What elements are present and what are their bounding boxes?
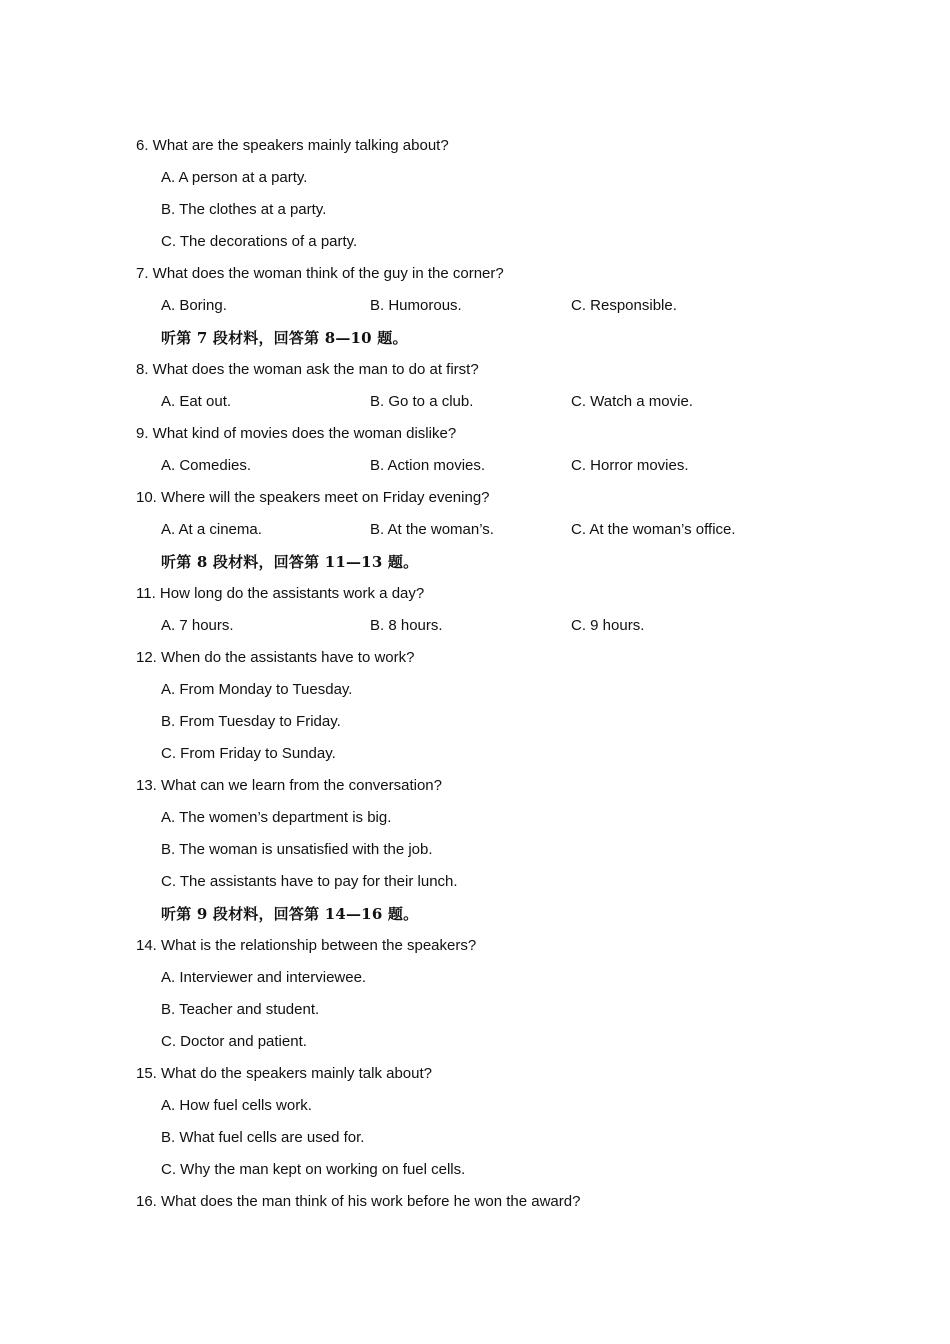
question-11: 11. How long do the assistants work a day?	[136, 585, 425, 602]
question-13-option-a: A. The women’s department is big.	[161, 809, 392, 826]
question-12-option-c: C. From Friday to Sunday.	[161, 745, 336, 762]
section-header-8: 听第 8 段材料，回答第 11—13 题。	[161, 553, 419, 571]
question-14-option-b: B. Teacher and student.	[161, 1001, 320, 1018]
question-7: 7. What does the woman think of the guy in the corner?	[136, 265, 504, 282]
question-13: 13. What can we learn from the conversation?	[136, 777, 442, 794]
question-11-option-b: B. 8 hours.	[370, 617, 443, 634]
question-13-option-b: B. The woman is unsatisfied with the job.	[161, 841, 433, 858]
question-12-option-a: A. From Monday to Tuesday.	[161, 681, 353, 698]
question-7-option-b: B. Humorous.	[370, 297, 462, 314]
question-9-option-b: B. Action movies.	[370, 457, 486, 474]
question-14-option-c: C. Doctor and patient.	[161, 1033, 307, 1050]
question-8-option-b: B. Go to a club.	[370, 393, 474, 410]
question-9-options	[136, 450, 836, 482]
question-14: 14. What is the relationship between the speakers?	[136, 937, 477, 954]
question-12-option-b: B. From Tuesday to Friday.	[161, 713, 341, 730]
section-header-9: 听第 9 段材料，回答第 14—16 题。	[161, 905, 419, 923]
question-15-option-c: C. Why the man kept on working on fuel cells.	[161, 1161, 466, 1178]
question-10-option-b: B. At the woman’s.	[370, 521, 494, 538]
question-6: 6. What are the speakers mainly talking about?	[136, 137, 449, 154]
question-8-options	[136, 386, 836, 418]
question-8: 8. What does the woman ask the man to do at first?	[136, 361, 479, 378]
question-8-option-a: A. Eat out.	[161, 393, 232, 410]
question-6-option-b: B. The clothes at a party.	[161, 201, 327, 218]
question-6-option-c: C. The decorations of a party.	[161, 233, 358, 250]
question-15-option-a: A. How fuel cells work.	[161, 1097, 312, 1114]
question-10-options	[136, 514, 836, 546]
question-9-option-a: A. Comedies.	[161, 457, 252, 474]
question-11-options	[136, 610, 836, 642]
question-7-option-a: A. Boring.	[161, 297, 227, 314]
question-7-options	[136, 290, 836, 322]
question-16: 16. What does the man think of his work before he won the award?	[136, 1193, 581, 1210]
section-header-7: 听第 7 段材料，回答第 8—10 题。	[161, 329, 408, 347]
question-8-option-c: C. Watch a movie.	[571, 393, 693, 410]
question-12: 12. When do the assistants have to work?	[136, 649, 415, 666]
question-15-option-b: B. What fuel cells are used for.	[161, 1129, 365, 1146]
question-list	[136, 130, 836, 1218]
question-6-option-a: A. A person at a party.	[161, 169, 308, 186]
question-9: 9. What kind of movies does the woman dislike?	[136, 425, 457, 442]
question-10-option-a: A. At a cinema.	[161, 521, 262, 538]
question-7-option-c: C. Responsible.	[571, 297, 677, 314]
question-14-option-a: A. Interviewer and interviewee.	[161, 969, 367, 986]
question-10-option-c: C. At the woman’s office.	[571, 521, 736, 538]
question-11-option-a: A. 7 hours.	[161, 617, 234, 634]
question-13-option-c: C. The assistants have to pay for their lunch.	[161, 873, 458, 890]
question-15: 15. What do the speakers mainly talk about?	[136, 1065, 433, 1082]
question-11-option-c: C. 9 hours.	[571, 617, 645, 634]
question-9-option-c: C. Horror movies.	[571, 457, 689, 474]
question-10: 10. Where will the speakers meet on Friday evening?	[136, 489, 490, 506]
